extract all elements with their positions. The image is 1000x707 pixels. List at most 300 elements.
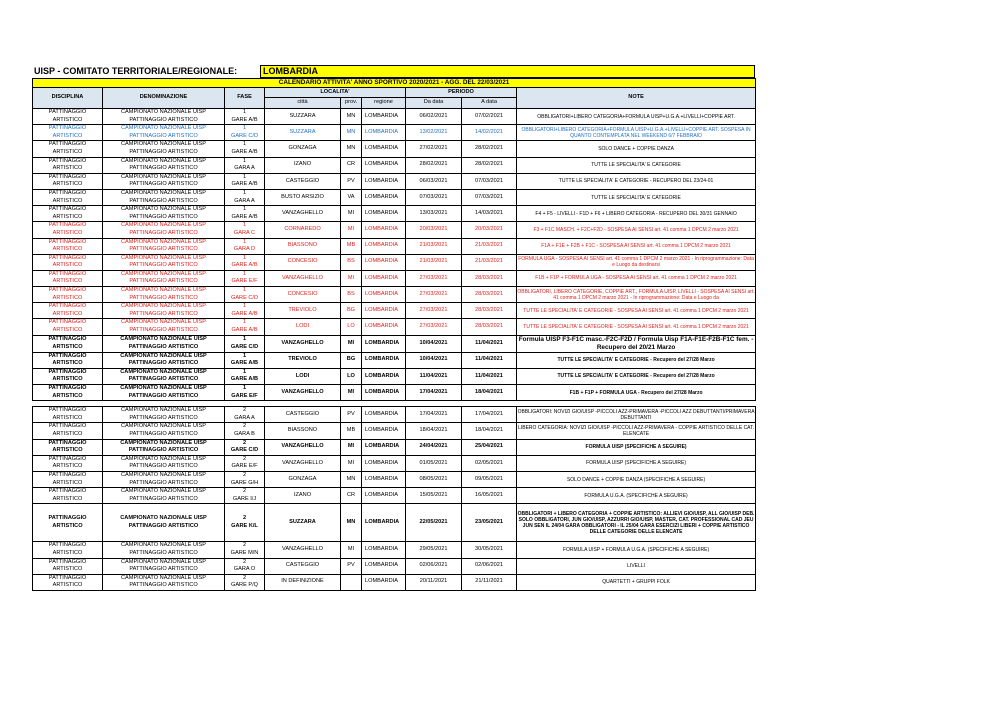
regione-cell <box>362 368 406 384</box>
citta-cell-text: LODI <box>295 323 310 330</box>
citta-cell <box>265 368 341 384</box>
citta-cell-text: TREVIOLO <box>288 307 317 314</box>
da-data-cell <box>406 423 462 439</box>
disciplina-cell-text: ARTISTICO <box>52 132 83 139</box>
region-name[interactable]: LOMBARDIA <box>260 65 755 78</box>
fase-cell-text: 1 <box>242 385 247 391</box>
prov-cell-text: MI <box>347 459 355 466</box>
denominazione-cell-text: PATTINAGGIO ARTISTICO <box>129 278 198 285</box>
prov-cell-text: BS <box>347 258 355 265</box>
a-data-cell <box>462 423 517 439</box>
table-row <box>33 488 756 504</box>
prov-cell-text: MI <box>347 209 355 216</box>
da-data-cell <box>406 141 462 157</box>
regione-cell-text: LOMBARDIA <box>365 242 398 249</box>
a-data-cell-text: 09/05/2021 <box>475 475 503 482</box>
note-cell-text: F3 + F1C MASCH. + F2C+F2D - SOSPESA AI SENSI art. 41 comma 1 DPCM 2 marzo 2021 <box>533 226 739 233</box>
denominazione-cell-text: CAMPIONATO NAZIONALE UISP <box>121 287 206 294</box>
denominazione-cell-text: CAMPIONATO NAZIONALE UISP <box>121 455 206 462</box>
table-row <box>33 471 756 487</box>
a-data-cell-text: 14/03/2021 <box>475 209 503 216</box>
col-prov: prov. <box>341 98 362 109</box>
column-header-row <box>33 88 756 98</box>
regione-cell-text: LOMBARDIA <box>365 307 398 314</box>
prov-cell-text: MI <box>347 443 355 450</box>
disciplina-cell-text: PATTINAGGIO <box>48 157 87 164</box>
da-data-cell-text: 13/02/2021 <box>419 128 448 135</box>
table-row <box>33 206 756 222</box>
citta-cell <box>265 352 341 368</box>
regione-cell-text: LOMBARDIA <box>365 443 400 450</box>
disciplina-cell-text: PATTINAGGIO <box>48 206 87 213</box>
da-data-cell <box>406 189 462 205</box>
disciplina-cell <box>33 125 103 141</box>
prov-cell <box>341 222 362 238</box>
denominazione-cell-text: CAMPIONATO NAZIONALE UISP <box>121 222 206 229</box>
fase-cell-text: GARA A <box>234 165 255 172</box>
disciplina-cell-text: ARTISTICO <box>52 376 83 383</box>
a-data-cell-text: 02/06/2021 <box>475 562 503 569</box>
prov-cell-text: VA <box>347 193 355 200</box>
fase-cell-text: 1 <box>242 157 247 164</box>
prov-cell-text: MN <box>346 145 356 152</box>
denominazione-cell-text: CAMPIONATO NAZIONALE UISP <box>121 206 206 213</box>
denominazione-cell-text: CAMPIONATO NAZIONALE UISP <box>121 407 206 414</box>
disciplina-cell-text: PATTINAGGIO <box>48 287 87 294</box>
a-data-cell <box>462 303 517 319</box>
da-data-cell-text: 07/03/2021 <box>419 193 448 200</box>
citta-cell-text: IN DEFINIZIONE <box>281 578 324 585</box>
fase-cell-text: 1 <box>242 270 247 277</box>
fase-cell-text: 1 <box>242 287 247 294</box>
fase-cell-text: 1 <box>242 238 247 245</box>
fase-cell <box>225 270 265 286</box>
fase-cell-text: 1 <box>242 336 247 343</box>
regione-cell-text: LOMBARDIA <box>365 177 398 184</box>
denominazione-cell-text: PATTINAGGIO ARTISTICO <box>129 582 198 589</box>
da-data-cell-text: 21/03/2021 <box>419 258 448 265</box>
disciplina-cell-text: PATTINAGGIO <box>48 238 87 245</box>
denominazione-cell-text: PATTINAGGIO ARTISTICO <box>129 181 198 188</box>
disciplina-cell-text: ARTISTICO <box>52 582 83 589</box>
disciplina-cell <box>33 287 103 303</box>
denominazione-cell-text: CAMPIONATO NAZIONALE UISP <box>120 515 207 522</box>
prov-cell <box>341 206 362 222</box>
denominazione-cell-text: CAMPIONATO NAZIONALE UISP <box>121 270 206 277</box>
a-data-cell-text: 21/03/2021 <box>475 242 503 249</box>
fase-cell-text: GARE A/B <box>230 376 259 383</box>
a-data-cell-text: 21/03/2021 <box>475 258 503 265</box>
citta-cell <box>265 109 341 125</box>
da-data-cell-text: 08/05/2021 <box>419 475 448 482</box>
disciplina-cell-text: PATTINAGGIO <box>48 488 87 495</box>
disciplina-cell <box>33 141 103 157</box>
denominazione-cell-text: PATTINAGGIO ARTISTICO <box>129 566 198 573</box>
fase-cell-text: 2 <box>242 488 247 495</box>
col-regione: regione <box>362 98 406 109</box>
citta-cell <box>265 407 341 423</box>
committee-header <box>32 65 755 78</box>
a-data-cell <box>462 254 517 270</box>
fase-cell <box>225 287 265 303</box>
citta-cell-text: VANZAGHELLO <box>282 274 323 281</box>
regione-cell-text: LOMBARDIA <box>365 475 398 482</box>
prov-cell <box>341 319 362 335</box>
prov-cell <box>341 368 362 384</box>
denominazione-cell-text: PATTINAGGIO ARTISTICO <box>129 414 198 421</box>
note-cell <box>517 319 756 335</box>
da-data-cell <box>406 125 462 141</box>
disciplina-cell <box>33 439 103 455</box>
citta-cell <box>265 303 341 319</box>
note-cell-text: FORMULA UISP + FORMULA U.G.A. (SPECIFICHE A SEGUIRE) <box>562 546 710 553</box>
note-cell <box>517 206 756 222</box>
regione-cell <box>362 141 406 157</box>
regione-cell <box>362 173 406 189</box>
disciplina-cell-text: ARTISTICO <box>52 165 83 172</box>
regione-cell <box>362 206 406 222</box>
denominazione-cell <box>103 368 225 384</box>
da-data-cell <box>406 504 462 542</box>
note-cell <box>517 189 756 205</box>
da-data-cell <box>406 368 462 384</box>
denominazione-cell-text: PATTINAGGIO ARTISTICO <box>128 447 199 454</box>
da-data-cell <box>406 222 462 238</box>
fase-cell-text: 1 <box>242 109 247 115</box>
disciplina-cell <box>33 488 103 504</box>
citta-cell <box>265 471 341 487</box>
fase-cell <box>225 222 265 238</box>
denominazione-cell-text: PATTINAGGIO ARTISTICO <box>129 327 198 334</box>
denominazione-cell <box>103 109 225 125</box>
regione-cell-text: LOMBARDIA <box>365 128 398 135</box>
note-cell <box>517 109 756 125</box>
citta-cell-text: VANZAGHELLO <box>281 388 324 395</box>
regione-cell <box>362 385 406 401</box>
da-data-cell-text: 01/05/2021 <box>419 459 448 466</box>
committee-label: UISP - COMITATO TERRITORIALE/REGIONALE: <box>34 66 238 76</box>
regione-cell-text: LOMBARDIA <box>365 339 400 346</box>
calendar-rows <box>33 109 756 591</box>
regione-cell-text: LOMBARDIA <box>365 323 398 330</box>
fase-cell-text: 1 <box>242 303 247 310</box>
da-data-cell-text: 13/03/2021 <box>419 209 448 216</box>
disciplina-cell-text: PATTINAGGIO <box>48 423 87 430</box>
note-cell <box>517 368 756 384</box>
prov-cell-text: CR <box>346 161 356 168</box>
disciplina-cell-text: PATTINAGGIO <box>48 125 87 132</box>
prov-cell <box>341 141 362 157</box>
note-cell <box>517 385 756 401</box>
prov-cell <box>341 173 362 189</box>
a-data-cell <box>462 504 517 542</box>
regione-cell-text: LOMBARDIA <box>365 226 398 233</box>
denominazione-cell <box>103 542 225 558</box>
a-data-cell-text: 28/03/2021 <box>475 274 503 281</box>
prov-cell <box>341 385 362 401</box>
denominazione-cell <box>103 141 225 157</box>
citta-cell <box>265 157 341 173</box>
fase-cell-text: GARE M/N <box>230 549 259 556</box>
table-row <box>33 238 756 254</box>
citta-cell <box>265 423 341 439</box>
disciplina-cell-text: PATTINAGGIO <box>48 352 87 359</box>
col-denominazione: DENOMINAZIONE <box>103 88 225 109</box>
disciplina-cell-text: ARTISTICO <box>52 447 83 454</box>
denominazione-cell <box>103 173 225 189</box>
fase-cell-text: GARA D <box>233 246 256 253</box>
prov-cell <box>341 238 362 254</box>
prov-cell-text: LO <box>347 372 355 379</box>
denominazione-cell <box>103 455 225 471</box>
fase-cell-text: GARE A/B <box>231 327 258 334</box>
note-cell <box>517 542 756 558</box>
fase-cell <box>225 368 265 384</box>
da-data-cell-text: 17/04/2021 <box>419 388 448 395</box>
regione-cell <box>362 287 406 303</box>
citta-cell <box>265 455 341 471</box>
note-cell-text: SOLO DANCE + COPPIE DANZA (SPECIFICHE A SEGUIRE) <box>566 476 706 483</box>
da-data-cell <box>406 407 462 423</box>
table-row <box>33 270 756 286</box>
citta-cell <box>265 254 341 270</box>
fase-cell <box>225 574 265 590</box>
disciplina-cell-text: ARTISTICO <box>52 392 83 399</box>
regione-cell <box>362 238 406 254</box>
a-data-cell <box>462 173 517 189</box>
fase-cell-text: GARE P/Q <box>230 582 259 589</box>
prov-cell-text: MB <box>346 242 356 249</box>
note-cell <box>517 352 756 368</box>
citta-cell-text: IZANO <box>293 161 312 168</box>
disciplina-cell-text: ARTISTICO <box>52 278 83 285</box>
note-cell-text: TUTTE LE SPECIALITA' E CATEGORIE - Recupero del 27/28 Marzo <box>557 357 715 364</box>
a-data-cell <box>462 238 517 254</box>
calendar-table <box>32 78 756 591</box>
denominazione-cell-text: CAMPIONATO NAZIONALE UISP <box>121 471 206 478</box>
note-cell <box>517 238 756 254</box>
disciplina-cell <box>33 368 103 384</box>
citta-cell-text: TREVIOLO <box>288 356 317 363</box>
fase-cell-text: 2 <box>242 542 247 549</box>
a-data-cell-text: 18/04/2021 <box>475 427 503 434</box>
disciplina-cell-text: ARTISTICO <box>52 148 83 155</box>
disciplina-cell-text: ARTISTICO <box>52 463 83 470</box>
disciplina-cell <box>33 471 103 487</box>
denominazione-cell <box>103 488 225 504</box>
denominazione-cell-text: CAMPIONATO NAZIONALE UISP <box>120 368 207 375</box>
disciplina-cell-text: ARTISTICO <box>52 116 83 123</box>
da-data-cell-text: 27/03/2021 <box>419 307 448 314</box>
a-data-cell <box>462 222 517 238</box>
a-data-cell-text: 07/03/2021 <box>475 193 503 200</box>
fase-cell-text: GARE I/J <box>232 495 257 502</box>
denominazione-cell-text: PATTINAGGIO ARTISTICO <box>129 148 198 155</box>
fase-cell-text: GARA A <box>234 197 255 204</box>
denominazione-cell <box>103 574 225 590</box>
disciplina-cell-text: PATTINAGGIO <box>48 558 87 565</box>
da-data-cell-text: 21/03/2021 <box>419 242 448 249</box>
note-cell <box>517 439 756 455</box>
citta-cell <box>265 141 341 157</box>
a-data-cell-text: 17/04/2021 <box>475 410 503 417</box>
col-periodo: PERIODO <box>406 88 517 98</box>
denominazione-cell-text: CAMPIONATO NAZIONALE UISP <box>121 488 206 495</box>
fase-cell-text: GARE A/B <box>231 116 258 123</box>
regione-cell <box>362 423 406 439</box>
note-cell <box>517 303 756 319</box>
regione-cell-text: LOMBARDIA <box>365 193 398 200</box>
note-cell-text: TUTTE LE SPECIALITA' E CATEGORIE - Recupero del 27/28 Marzo <box>557 373 715 380</box>
disciplina-cell-text: PATTINAGGIO <box>48 407 87 414</box>
a-data-cell <box>462 574 517 590</box>
denominazione-cell-text: PATTINAGGIO ARTISTICO <box>129 479 198 486</box>
regione-cell <box>362 254 406 270</box>
regione-cell <box>362 319 406 335</box>
regione-cell <box>362 125 406 141</box>
regione-cell <box>362 189 406 205</box>
denominazione-cell-text: CAMPIONATO NAZIONALE UISP <box>121 157 206 164</box>
prov-cell <box>341 439 362 455</box>
citta-cell-text: VANZAGHELLO <box>282 546 323 553</box>
fase-cell-text: 2 <box>242 455 247 462</box>
disciplina-cell <box>33 109 103 125</box>
fase-cell <box>225 471 265 487</box>
fase-cell-text: 2 <box>242 558 247 565</box>
table-row <box>33 368 756 384</box>
citta-cell-text: CORNAREDO <box>284 226 321 233</box>
prov-cell-text: MI <box>347 274 355 281</box>
citta-cell-text: BIASSONO <box>287 427 318 434</box>
regione-cell <box>362 303 406 319</box>
citta-cell-text: SUZZARA <box>289 128 316 135</box>
table-row <box>33 352 756 368</box>
citta-cell-text: BUSTO ARSIZIO <box>281 193 324 200</box>
a-data-cell-text: 28/03/2021 <box>475 290 503 297</box>
denominazione-cell <box>103 407 225 423</box>
citta-cell-text: VANZAGHELLO <box>282 209 323 216</box>
table-row <box>33 407 756 423</box>
denominazione-cell-text: PATTINAGGIO ARTISTICO <box>128 522 199 529</box>
citta-cell <box>265 206 341 222</box>
disciplina-cell <box>33 504 103 542</box>
col-a-data: A data <box>462 98 517 109</box>
disciplina-cell-text: ARTISTICO <box>52 213 83 220</box>
citta-cell <box>265 385 341 401</box>
regione-cell-text: LOMBARDIA <box>365 145 398 152</box>
denominazione-cell-text: PATTINAGGIO ARTISTICO <box>129 132 198 139</box>
note-cell <box>517 125 756 141</box>
fase-cell-text: GARE E/F <box>231 278 258 285</box>
denominazione-cell-text: CAMPIONATO NAZIONALE UISP <box>121 125 206 132</box>
denominazione-cell <box>103 423 225 439</box>
da-data-cell <box>406 574 462 590</box>
a-data-cell <box>462 471 517 487</box>
denominazione-cell <box>103 222 225 238</box>
da-data-cell-text: 02/06/2021 <box>419 562 448 569</box>
citta-cell <box>265 439 341 455</box>
fase-cell-text: 2 <box>242 515 247 522</box>
denominazione-cell-text: CAMPIONATO NAZIONALE UISP <box>120 385 207 391</box>
table-row <box>33 157 756 173</box>
prov-cell <box>341 125 362 141</box>
denominazione-cell-text: CAMPIONATO NAZIONALE UISP <box>121 109 206 115</box>
fase-cell-text: GARA C <box>233 229 256 236</box>
da-data-cell-text: 11/04/2021 <box>419 372 448 379</box>
fase-cell <box>225 254 265 270</box>
a-data-cell <box>462 542 517 558</box>
citta-cell <box>265 574 341 590</box>
note-cell <box>517 423 756 439</box>
fase-cell-text: 2 <box>242 423 247 430</box>
fase-cell <box>225 206 265 222</box>
note-cell-text: FORMULA UISP (SPECIFICHE A SEGUIRE) <box>586 460 687 467</box>
disciplina-cell <box>33 542 103 558</box>
a-data-cell-text: 07/03/2021 <box>475 177 503 184</box>
fase-cell <box>225 109 265 125</box>
fase-cell-text: 1 <box>242 254 247 261</box>
note-cell-text: OBBLIGATORI + LIBERO CATEGORIA + COPPIE ARTISTICO: ALLIEVI GIO/UISP, ALL GIO/UISP DEB. SOLO OBBLIGATORI, JUN GIO/UISP, AZZURRI GIO/UISP, MASTER, CAT. PROFESSIONAL CAD JEU JUN SEN IL 24/04 GARA OBBLIGATORI - IL 25/04 GARA ESERCIZI LIBERI + COPPIE ARTISTICO DELLE CATEGORIE DELLE ELENCATE <box>517 510 755 535</box>
da-data-cell-text: 20/11/2021 <box>419 578 448 585</box>
denominazione-cell-text: PATTINAGGIO ARTISTICO <box>128 360 199 367</box>
a-data-cell-text: 02/05/2021 <box>475 459 503 466</box>
fase-cell <box>225 157 265 173</box>
a-data-cell <box>462 319 517 335</box>
regione-cell-text: LOMBARDIA <box>365 410 398 417</box>
regione-cell <box>362 352 406 368</box>
note-cell <box>517 574 756 590</box>
a-data-cell <box>462 141 517 157</box>
da-data-cell-text: 29/05/2021 <box>419 546 448 553</box>
note-cell-text: FORMULA UGA - SOSPESA AI SENSI art. 41 comma 1 DPCM 2 marzo 2021 - In riprogrammazione: Data e Luogo da destinarsi <box>518 256 754 269</box>
citta-cell <box>265 270 341 286</box>
denominazione-cell <box>103 157 225 173</box>
a-data-cell-text: 14/02/2021 <box>475 128 503 135</box>
da-data-cell <box>406 287 462 303</box>
fase-cell-text: GARE A/B <box>231 148 258 155</box>
denominazione-cell-text: PATTINAGGIO ARTISTICO <box>129 116 198 123</box>
denominazione-cell <box>103 352 225 368</box>
a-data-cell-text: 28/02/2021 <box>475 161 503 168</box>
prov-cell <box>341 270 362 286</box>
denominazione-cell-text: CAMPIONATO NAZIONALE UISP <box>120 336 207 343</box>
regione-cell <box>362 455 406 471</box>
a-data-cell <box>462 109 517 125</box>
a-data-cell-text: 11/04/2021 <box>475 356 503 363</box>
disciplina-cell-text: PATTINAGGIO <box>48 141 87 148</box>
disciplina-cell-text: PATTINAGGIO <box>48 303 87 310</box>
regione-cell <box>362 471 406 487</box>
citta-cell <box>265 504 341 542</box>
fase-cell-text: 2 <box>242 407 247 414</box>
citta-cell <box>265 558 341 574</box>
note-cell-text: F4 + F5 - LIVELLI - F1D + F6 + LIBERO CATEGORIA - RECUPERO DEL 30/31 GENNAIO <box>535 210 737 217</box>
col-note: NOTE <box>517 88 756 109</box>
fase-cell-text: GARE A/B <box>231 262 258 269</box>
prov-cell <box>341 504 362 542</box>
a-data-cell-text: 16/05/2021 <box>475 491 503 498</box>
a-data-cell-text: 25/04/2021 <box>475 443 503 450</box>
a-data-cell <box>462 455 517 471</box>
da-data-cell <box>406 254 462 270</box>
disciplina-cell-text: PATTINAGGIO <box>48 515 87 522</box>
disciplina-cell-text: ARTISTICO <box>52 229 83 236</box>
denominazione-cell-text: PATTINAGGIO ARTISTICO <box>129 310 198 317</box>
disciplina-cell-text: ARTISTICO <box>52 414 83 421</box>
disciplina-cell-text: PATTINAGGIO <box>48 336 87 343</box>
a-data-cell <box>462 287 517 303</box>
table-row <box>33 189 756 205</box>
